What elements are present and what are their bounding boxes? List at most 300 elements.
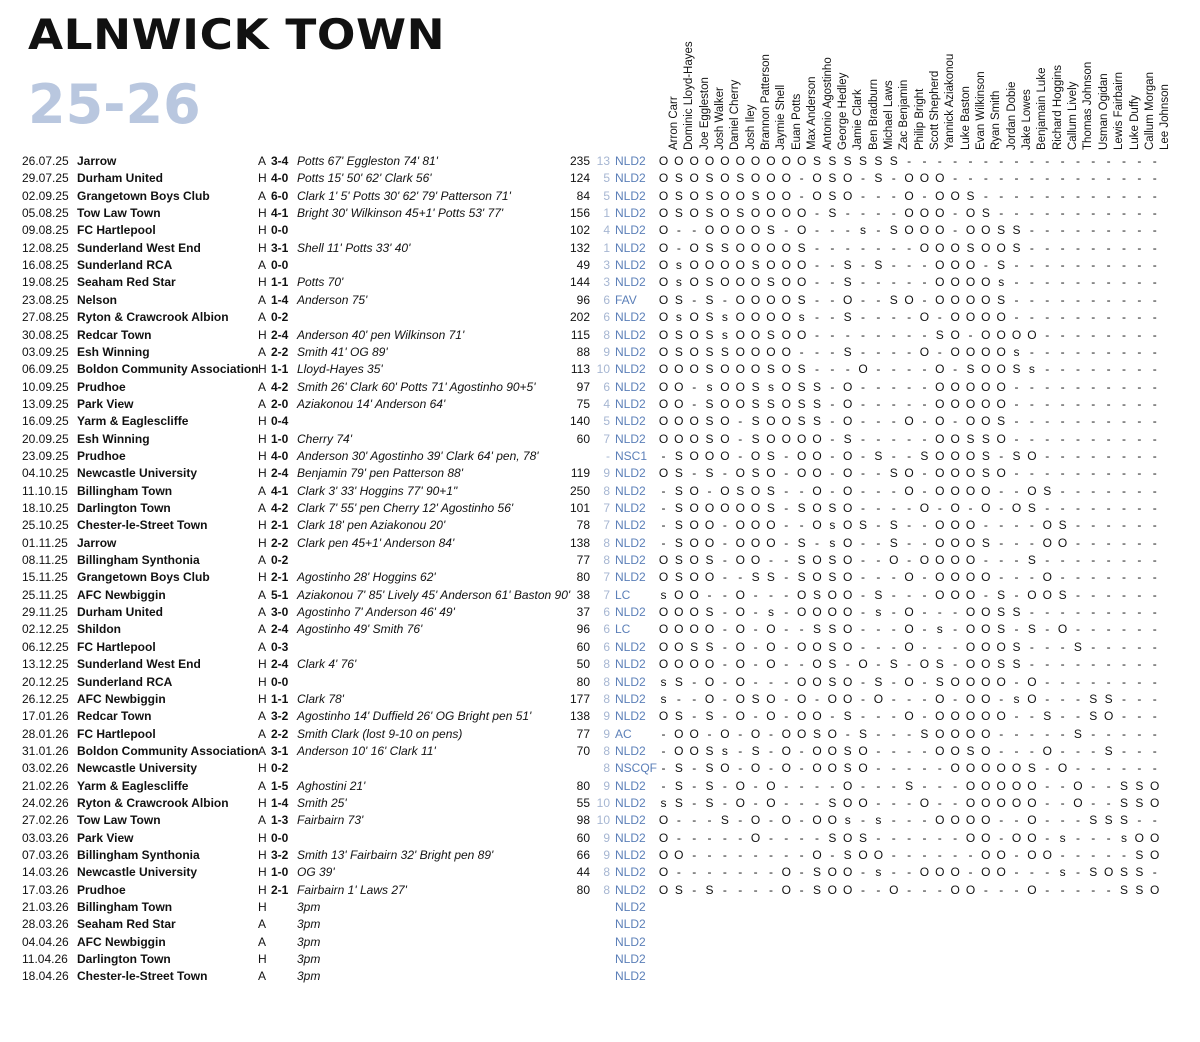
appearance-mark: O: [658, 553, 669, 568]
appearance-mark: -: [1075, 258, 1080, 273]
appearance-mark: O: [781, 865, 791, 880]
appearance-mark: O: [1027, 448, 1037, 463]
appearance-mark: -: [953, 795, 958, 810]
appearance-mark: O: [674, 848, 684, 862]
appearance-mark: O: [796, 466, 807, 481]
appearance-mark: -: [1075, 605, 1080, 620]
appearance-mark: -: [722, 848, 727, 862]
appearance-mark: -: [861, 344, 866, 359]
appearance-mark: O: [658, 466, 669, 481]
appearance-mark: O: [981, 865, 991, 880]
appearance-mark: S: [843, 743, 852, 758]
appearance-mark: S: [1073, 639, 1082, 654]
appearance-mark: -: [1060, 882, 1065, 897]
appearance-mark: -: [830, 362, 835, 377]
appearance-mark: O: [858, 362, 868, 377]
appearance-mark: O: [750, 726, 761, 741]
appearance-mark: -: [1152, 622, 1157, 637]
appearance-mark: -: [1045, 448, 1050, 463]
scorers: Shell 11' Potts 33' 40': [297, 240, 411, 255]
appearance-mark: -: [1060, 743, 1065, 758]
appearance-mark: O: [1057, 535, 1068, 550]
appearance-mark: O: [950, 726, 960, 741]
player-header: [0, 0, 1200, 152]
appearance-mark: S: [1135, 882, 1144, 897]
appearance-mark: -: [907, 587, 912, 602]
match-date: 18.10.25: [22, 501, 69, 515]
appearance-mark: O: [720, 258, 730, 273]
appearance-mark: -: [1137, 622, 1142, 637]
appearance-mark: -: [738, 865, 743, 880]
appearance-mark: O: [796, 154, 807, 168]
appearance-mark: -: [1122, 605, 1126, 620]
appearance-mark: -: [768, 813, 773, 828]
appearance-mark: -: [1137, 327, 1142, 342]
appearance-mark: -: [1137, 414, 1142, 429]
home-away: A: [258, 778, 267, 793]
scorers: Clark 7' 55' pen Cherry 12' Agostinho 56': [297, 501, 514, 515]
appearance-mark: S: [1073, 726, 1082, 741]
appearance-mark: O: [935, 223, 945, 238]
appearance-mark: -: [922, 535, 927, 550]
appearance-mark: -: [907, 535, 912, 550]
squad-count: 8: [603, 761, 610, 776]
appearance-mark: -: [1137, 223, 1142, 238]
appearance-mark: O: [689, 726, 699, 741]
squad-count: 8: [603, 483, 610, 498]
appearance-mark: S: [674, 448, 683, 463]
appearance-mark: -: [1060, 188, 1065, 203]
appearance-mark: O: [1027, 778, 1037, 793]
appearance-mark: -: [784, 605, 789, 620]
appearance-mark: -: [861, 310, 866, 325]
appearance-mark: -: [692, 396, 697, 411]
scorers: Clark 1' 5' Potts 30' 62' 79' Patterson 71': [297, 188, 511, 203]
appearance-mark: -: [876, 223, 881, 238]
appearance-mark: -: [1014, 483, 1019, 498]
appearance-mark: -: [676, 223, 681, 238]
appearance-mark: O: [720, 431, 730, 446]
appearance-mark: s: [844, 813, 851, 828]
appearance-mark: O: [935, 396, 945, 411]
appearance-mark: O: [735, 639, 745, 654]
appearance-mark: O: [781, 188, 791, 203]
appearance-mark: -: [907, 882, 912, 897]
opponent: Seaham Red Star: [77, 275, 176, 290]
appearance-mark: -: [1137, 726, 1142, 741]
competition: NLD2: [615, 778, 646, 793]
appearance-mark: -: [1122, 379, 1126, 394]
match-date: 02.09.25: [22, 188, 69, 203]
appearance-mark: O: [720, 483, 730, 498]
appearance-mark: s: [936, 622, 943, 637]
appearance-mark: O: [981, 379, 991, 394]
appearance-mark: O: [812, 657, 822, 672]
appearance-mark: -: [845, 327, 850, 342]
appearance-mark: O: [812, 483, 822, 498]
appearance-mark: -: [907, 657, 912, 672]
appearance-mark: O: [720, 223, 730, 238]
appearance-mark: S: [935, 674, 944, 689]
appearance-mark: S: [812, 865, 821, 880]
opponent: AFC Newbiggin: [77, 587, 166, 602]
attendance: 132: [569, 240, 590, 255]
appearance-mark: O: [996, 778, 1006, 793]
competition: NLD2: [615, 674, 646, 689]
appearance-mark: O: [735, 327, 745, 342]
appearance-mark: -: [707, 830, 712, 845]
appearance-mark: S: [997, 622, 1006, 637]
appearance-mark: O: [904, 466, 914, 481]
appearance-mark: -: [1045, 813, 1050, 828]
player-name: Callum Lively: [1067, 81, 1080, 150]
appearance-mark: O: [904, 674, 914, 689]
competition: NLD2: [615, 570, 646, 585]
appearance-mark: O: [843, 830, 853, 845]
attendance: 98: [576, 813, 590, 828]
appearance-mark: S: [1119, 813, 1128, 828]
competition: NLD2: [615, 431, 646, 446]
appearance-mark: S: [981, 466, 990, 481]
table-row: [0, 552, 1200, 569]
appearance-mark: -: [1137, 587, 1142, 602]
appearance-mark: -: [738, 726, 743, 741]
appearance-mark: O: [950, 882, 960, 897]
appearance-mark: O: [1150, 830, 1160, 845]
match-date: 20.09.25: [22, 431, 69, 446]
appearance-mark: -: [722, 292, 727, 307]
appearance-mark: -: [861, 674, 866, 689]
table-row: [0, 882, 1200, 899]
appearance-mark: O: [720, 275, 730, 290]
appearance-mark: O: [1103, 865, 1114, 880]
appearance-mark: -: [861, 275, 866, 290]
appearance-mark: O: [858, 848, 868, 862]
opponent: Sunderland West End: [77, 657, 201, 672]
squad-count: 8: [603, 865, 610, 880]
attendance: 96: [576, 622, 590, 637]
appearance-mark: O: [981, 622, 991, 637]
player-name: Lewis Fairbairn: [1113, 72, 1126, 150]
appearance-mark: O: [1027, 813, 1037, 828]
appearance-mark: -: [1014, 258, 1019, 273]
match-date: 30.08.25: [22, 327, 69, 342]
player-name: Philip Bright: [913, 88, 926, 150]
appearance-mark: S: [751, 570, 760, 585]
squad-count: 9: [603, 848, 610, 862]
appearance-mark: O: [935, 431, 945, 446]
home-away: A: [258, 622, 267, 637]
appearance-mark: O: [935, 518, 945, 533]
score: 3-1: [271, 240, 289, 255]
attendance: 119: [570, 466, 590, 481]
appearance-mark: -: [1075, 466, 1080, 481]
appearance-mark: s: [721, 327, 728, 342]
player-name: Yannick Aziakonou: [944, 53, 957, 150]
appearance-mark: -: [999, 501, 1004, 515]
scorers: Aghostini 21': [297, 778, 366, 793]
squad-count: 9: [603, 709, 610, 724]
appearance-mark: -: [922, 466, 927, 481]
appearance-mark: -: [830, 258, 835, 273]
table-row: [0, 535, 1200, 552]
score: 1-1: [271, 275, 289, 290]
appearance-mark: -: [876, 657, 881, 672]
appearance-mark: -: [1106, 639, 1111, 654]
appearance-mark: S: [1012, 362, 1021, 377]
appearance-mark: -: [1045, 622, 1050, 637]
appearance-mark: -: [1060, 501, 1065, 515]
player-name: Scott Shepherd: [928, 70, 941, 150]
scorers: Clark 4' 76': [297, 657, 357, 672]
appearance-mark: -: [1045, 865, 1050, 880]
appearance-mark: O: [812, 553, 822, 568]
appearance-mark: O: [965, 344, 976, 359]
opponent: Newcastle University: [77, 761, 198, 776]
appearance-mark: -: [1045, 171, 1050, 186]
appearance-mark: O: [965, 448, 976, 463]
appearance-mark: -: [953, 778, 958, 793]
appearance-mark: S: [828, 501, 837, 515]
appearance-mark: S: [1119, 865, 1128, 880]
match-date: 03.03.26: [22, 830, 69, 845]
squad-count: 13: [596, 154, 610, 168]
appearance-mark: O: [858, 761, 868, 776]
appearance-mark: s: [1059, 830, 1066, 845]
appearance-mark: -: [1075, 761, 1080, 776]
appearance-mark: O: [689, 448, 699, 463]
appearance-mark: O: [919, 344, 930, 359]
match-date: 24.02.26: [22, 795, 69, 810]
appearance-mark: -: [784, 674, 789, 689]
appearance-mark: -: [1029, 240, 1034, 255]
appearance-mark: -: [1091, 223, 1096, 238]
competition: NLD2: [615, 362, 646, 377]
appearance-mark: -: [1060, 154, 1065, 168]
opponent: Sunderland West End: [77, 240, 201, 255]
appearance-mark: S: [843, 258, 852, 273]
appearance-mark: -: [692, 830, 697, 845]
appearance-mark: O: [843, 188, 853, 203]
appearance-mark: O: [704, 674, 715, 689]
appearance-mark: -: [799, 657, 804, 672]
appearance-mark: O: [904, 171, 914, 186]
appearance-mark: O: [935, 362, 945, 377]
appearance-mark: -: [891, 396, 896, 411]
score: 1-1: [271, 362, 289, 377]
appearance-mark: -: [1106, 206, 1111, 221]
appearance-mark: -: [799, 761, 804, 776]
appearance-mark: O: [981, 310, 991, 325]
squad-count: 9: [603, 778, 610, 793]
appearance-mark: O: [919, 553, 930, 568]
score: 0-2: [271, 553, 289, 568]
appearance-mark: O: [935, 292, 945, 307]
appearance-mark: -: [1106, 188, 1111, 203]
match-date: 27.02.26: [22, 813, 69, 828]
attendance: 115: [570, 327, 590, 342]
appearance-mark: -: [1075, 570, 1080, 585]
home-away: H: [258, 674, 267, 689]
appearance-mark: -: [937, 605, 942, 620]
appearance-mark: -: [907, 813, 912, 828]
appearance-mark: -: [1029, 171, 1034, 186]
appearance-mark: O: [781, 206, 791, 221]
appearance-mark: O: [766, 466, 776, 481]
match-date: 11.10.15: [22, 483, 68, 498]
appearance-mark: -: [830, 848, 835, 862]
appearance-mark: -: [1152, 813, 1157, 828]
appearance-mark: -: [937, 830, 942, 845]
appearance-mark: -: [1122, 743, 1126, 758]
appearance-mark: S: [843, 709, 852, 724]
appearance-mark: -: [922, 848, 927, 862]
appearance-mark: -: [815, 327, 819, 342]
appearance-mark: -: [907, 553, 912, 568]
player-name: Jake Lowes: [1021, 89, 1034, 150]
appearance-mark: O: [950, 587, 960, 602]
appearance-mark: -: [1045, 223, 1050, 238]
match-date: 25.11.25: [22, 587, 68, 602]
appearance-mark: O: [812, 466, 822, 481]
table-row: [0, 483, 1200, 500]
competition: NLD2: [615, 275, 646, 290]
appearance-mark: S: [812, 414, 821, 429]
opponent: Chester-le-Street Town: [77, 969, 208, 984]
appearance-mark: -: [1029, 466, 1034, 481]
appearance-mark: -: [1122, 223, 1126, 238]
appearance-mark: O: [1027, 848, 1037, 862]
appearance-mark: O: [1042, 570, 1052, 585]
appearance-mark: O: [950, 396, 960, 411]
appearance-mark: -: [815, 240, 819, 255]
appearance-mark: O: [674, 726, 684, 741]
attendance: 37: [576, 605, 590, 620]
attendance: 101: [569, 501, 590, 515]
appearance-mark: -: [722, 778, 727, 793]
table-row: [0, 465, 1200, 482]
home-away: A: [258, 188, 267, 203]
appearance-mark: -: [1137, 674, 1142, 689]
appearance-mark: O: [720, 379, 730, 394]
appearance-mark: O: [796, 605, 807, 620]
competition: NSCQF: [615, 761, 657, 776]
appearance-mark: -: [1029, 414, 1034, 429]
appearance-mark: -: [753, 639, 758, 654]
appearance-mark: -: [1106, 275, 1111, 290]
competition: NLD2: [615, 379, 646, 394]
appearance-mark: -: [1106, 674, 1111, 689]
appearance-mark: -: [707, 848, 712, 862]
appearance-mark: O: [935, 171, 945, 186]
match-date: 06.09.25: [22, 362, 69, 377]
appearance-mark: O: [996, 848, 1006, 862]
match-date: 20.12.25: [22, 674, 69, 689]
appearance-mark: S: [1089, 691, 1098, 706]
appearance-mark: -: [1106, 396, 1111, 411]
appearance-mark: -: [830, 778, 835, 793]
appearance-mark: O: [981, 726, 991, 741]
appearance-mark: S: [797, 535, 806, 550]
appearance-mark: -: [1091, 553, 1096, 568]
appearance-mark: S: [1012, 240, 1021, 255]
appearance-mark: -: [799, 830, 804, 845]
appearance-mark: O: [735, 622, 745, 637]
appearance-mark: S: [874, 171, 883, 186]
appearance-mark: -: [891, 258, 896, 273]
appearance-mark: O: [996, 709, 1006, 724]
appearance-mark: O: [658, 188, 669, 203]
appearance-mark: s: [660, 674, 667, 689]
appearance-mark: -: [799, 483, 804, 498]
appearance-mark: -: [1137, 813, 1142, 828]
score: 2-1: [271, 882, 289, 897]
appearance-mark: O: [796, 327, 807, 342]
appearance-mark: O: [796, 275, 807, 290]
appearance-mark: O: [827, 743, 838, 758]
appearance-mark: -: [1091, 362, 1096, 377]
appearance-mark: -: [784, 483, 789, 498]
appearance-mark: -: [784, 518, 789, 533]
appearance-mark: O: [658, 813, 669, 828]
scorers: Lloyd-Hayes 35': [297, 362, 383, 377]
appearance-mark: -: [722, 830, 727, 845]
appearance-mark: S: [674, 327, 683, 342]
appearance-mark: -: [722, 639, 727, 654]
appearance-mark: -: [1106, 882, 1111, 897]
appearance-mark: -: [1060, 362, 1065, 377]
appearance-mark: O: [935, 726, 945, 741]
appearance-mark: -: [815, 691, 819, 706]
appearance-mark: -: [784, 535, 789, 550]
scorers: Agostinho 14' Duffield 26' OG Bright pen 51': [297, 709, 532, 724]
appearance-mark: S: [997, 587, 1006, 602]
appearance-mark: -: [830, 448, 835, 463]
home-away: A: [258, 292, 267, 307]
attendance: 96: [576, 292, 590, 307]
appearance-mark: -: [1106, 535, 1111, 550]
opponent: Tow Law Town: [77, 206, 161, 221]
appearance-mark: -: [799, 778, 804, 793]
competition: NLD2: [615, 483, 646, 498]
appearance-mark: -: [1029, 605, 1034, 620]
appearance-mark: O: [658, 431, 669, 446]
appearance-mark: -: [1091, 396, 1096, 411]
appearance-mark: O: [812, 518, 822, 533]
appearance-mark: S: [705, 431, 714, 446]
appearance-mark: -: [1091, 344, 1096, 359]
appearance-mark: O: [843, 535, 853, 550]
squad-count: 9: [603, 344, 610, 359]
appearance-mark: S: [674, 206, 683, 221]
appearance-mark: -: [891, 431, 896, 446]
opponent: Jarrow: [77, 154, 117, 168]
table-row: [0, 309, 1200, 326]
appearance-mark: -: [937, 778, 942, 793]
table-row: [0, 864, 1200, 881]
appearance-mark: -: [692, 761, 697, 776]
appearance-mark: -: [768, 761, 773, 776]
scorers: Smith 13' Fairbairn 32' Bright pen 89': [297, 848, 494, 862]
appearance-mark: S: [1043, 709, 1052, 724]
appearance-mark: -: [953, 605, 958, 620]
attendance: 60: [576, 830, 590, 845]
appearance-mark: -: [922, 882, 927, 897]
appearance-mark: O: [689, 310, 699, 325]
table-row: [0, 812, 1200, 829]
appearance-mark: -: [1152, 362, 1157, 377]
appearance-mark: -: [1122, 466, 1126, 481]
